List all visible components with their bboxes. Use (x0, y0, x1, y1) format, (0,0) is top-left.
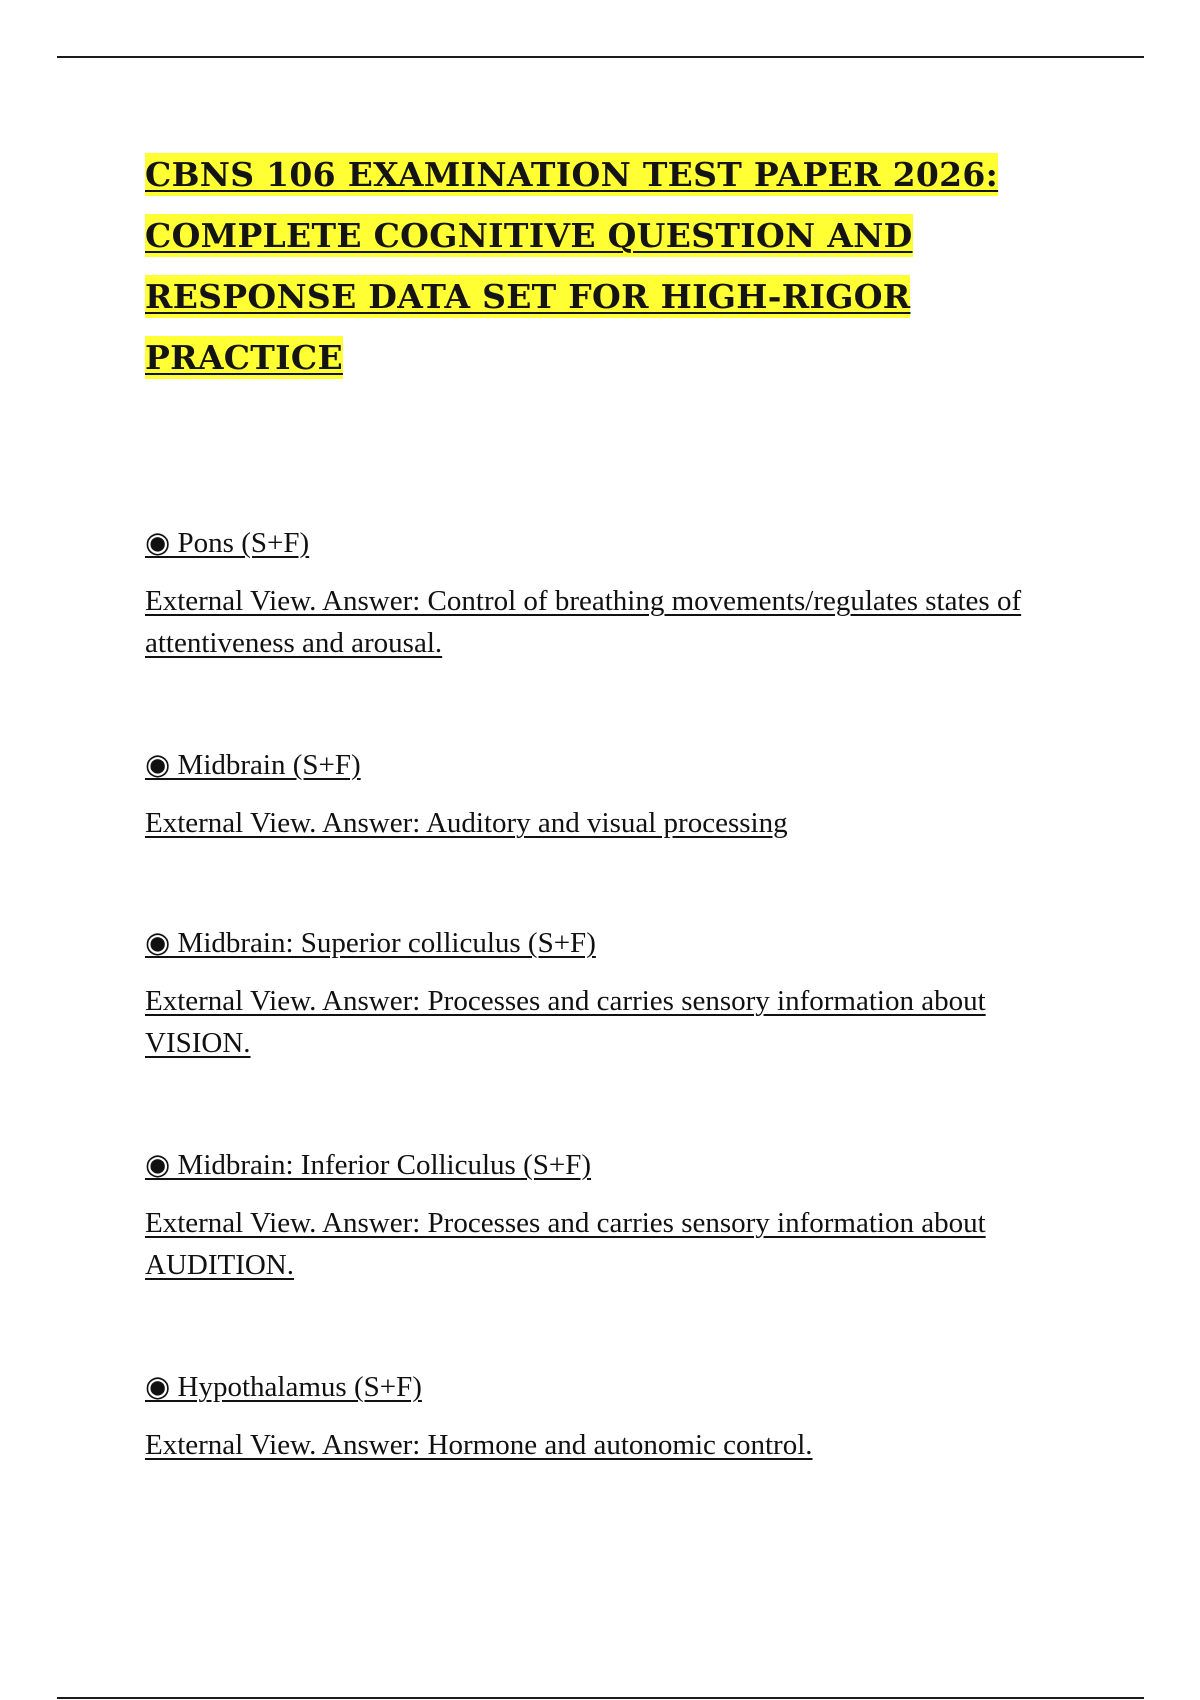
answer-text: External View. Answer: Control of breathing movements/regulates states of attentiveness and arousal. (145, 585, 1022, 659)
answer-text: External View. Answer: Processes and carries sensory information about AUDITION. (145, 1207, 986, 1281)
qa-item-hypothalamus (145, 1370, 1045, 1466)
question (145, 1148, 1045, 1182)
question-text: ◉ Midbrain: Superior colliculus (S+F) (145, 927, 596, 959)
question-text: ◉ Midbrain: Inferior Colliculus (S+F) (145, 1149, 592, 1181)
title-line (145, 266, 1075, 327)
answer-text: External View. Answer: Hormone and autonomic control. (145, 1429, 813, 1461)
title-line (145, 327, 1075, 388)
question (145, 926, 1045, 960)
question (145, 748, 1045, 782)
question (145, 1370, 1045, 1404)
title-line-text: CBNS 106 EXAMINATION TEST PAPER 2026: (145, 155, 999, 194)
question-text: ◉ Hypothalamus (S+F) (145, 1371, 422, 1403)
qa-item-superior-colliculus (145, 926, 1045, 1064)
question-text: ◉ Midbrain (S+F) (145, 749, 361, 781)
answer-text: External View. Answer: Auditory and visual processing (145, 807, 788, 839)
qa-item-pons (145, 526, 1045, 664)
document-title (145, 144, 1075, 388)
qa-item-midbrain (145, 748, 1045, 844)
title-line-text: COMPLETE COGNITIVE QUESTION AND (145, 216, 913, 255)
qa-item-inferior-colliculus (145, 1148, 1045, 1286)
answer-text: External View. Answer: Processes and carries sensory information about VISION. (145, 985, 986, 1059)
title-line (145, 205, 1075, 266)
title-line-text: RESPONSE DATA SET FOR HIGH-RIGOR (145, 277, 911, 316)
question-text: ◉ Pons (S+F) (145, 527, 310, 559)
title-line-text: PRACTICE (145, 338, 343, 377)
question (145, 526, 1045, 560)
title-line (145, 144, 1075, 205)
footer-rule (57, 1697, 1144, 1699)
header-rule (57, 56, 1144, 58)
